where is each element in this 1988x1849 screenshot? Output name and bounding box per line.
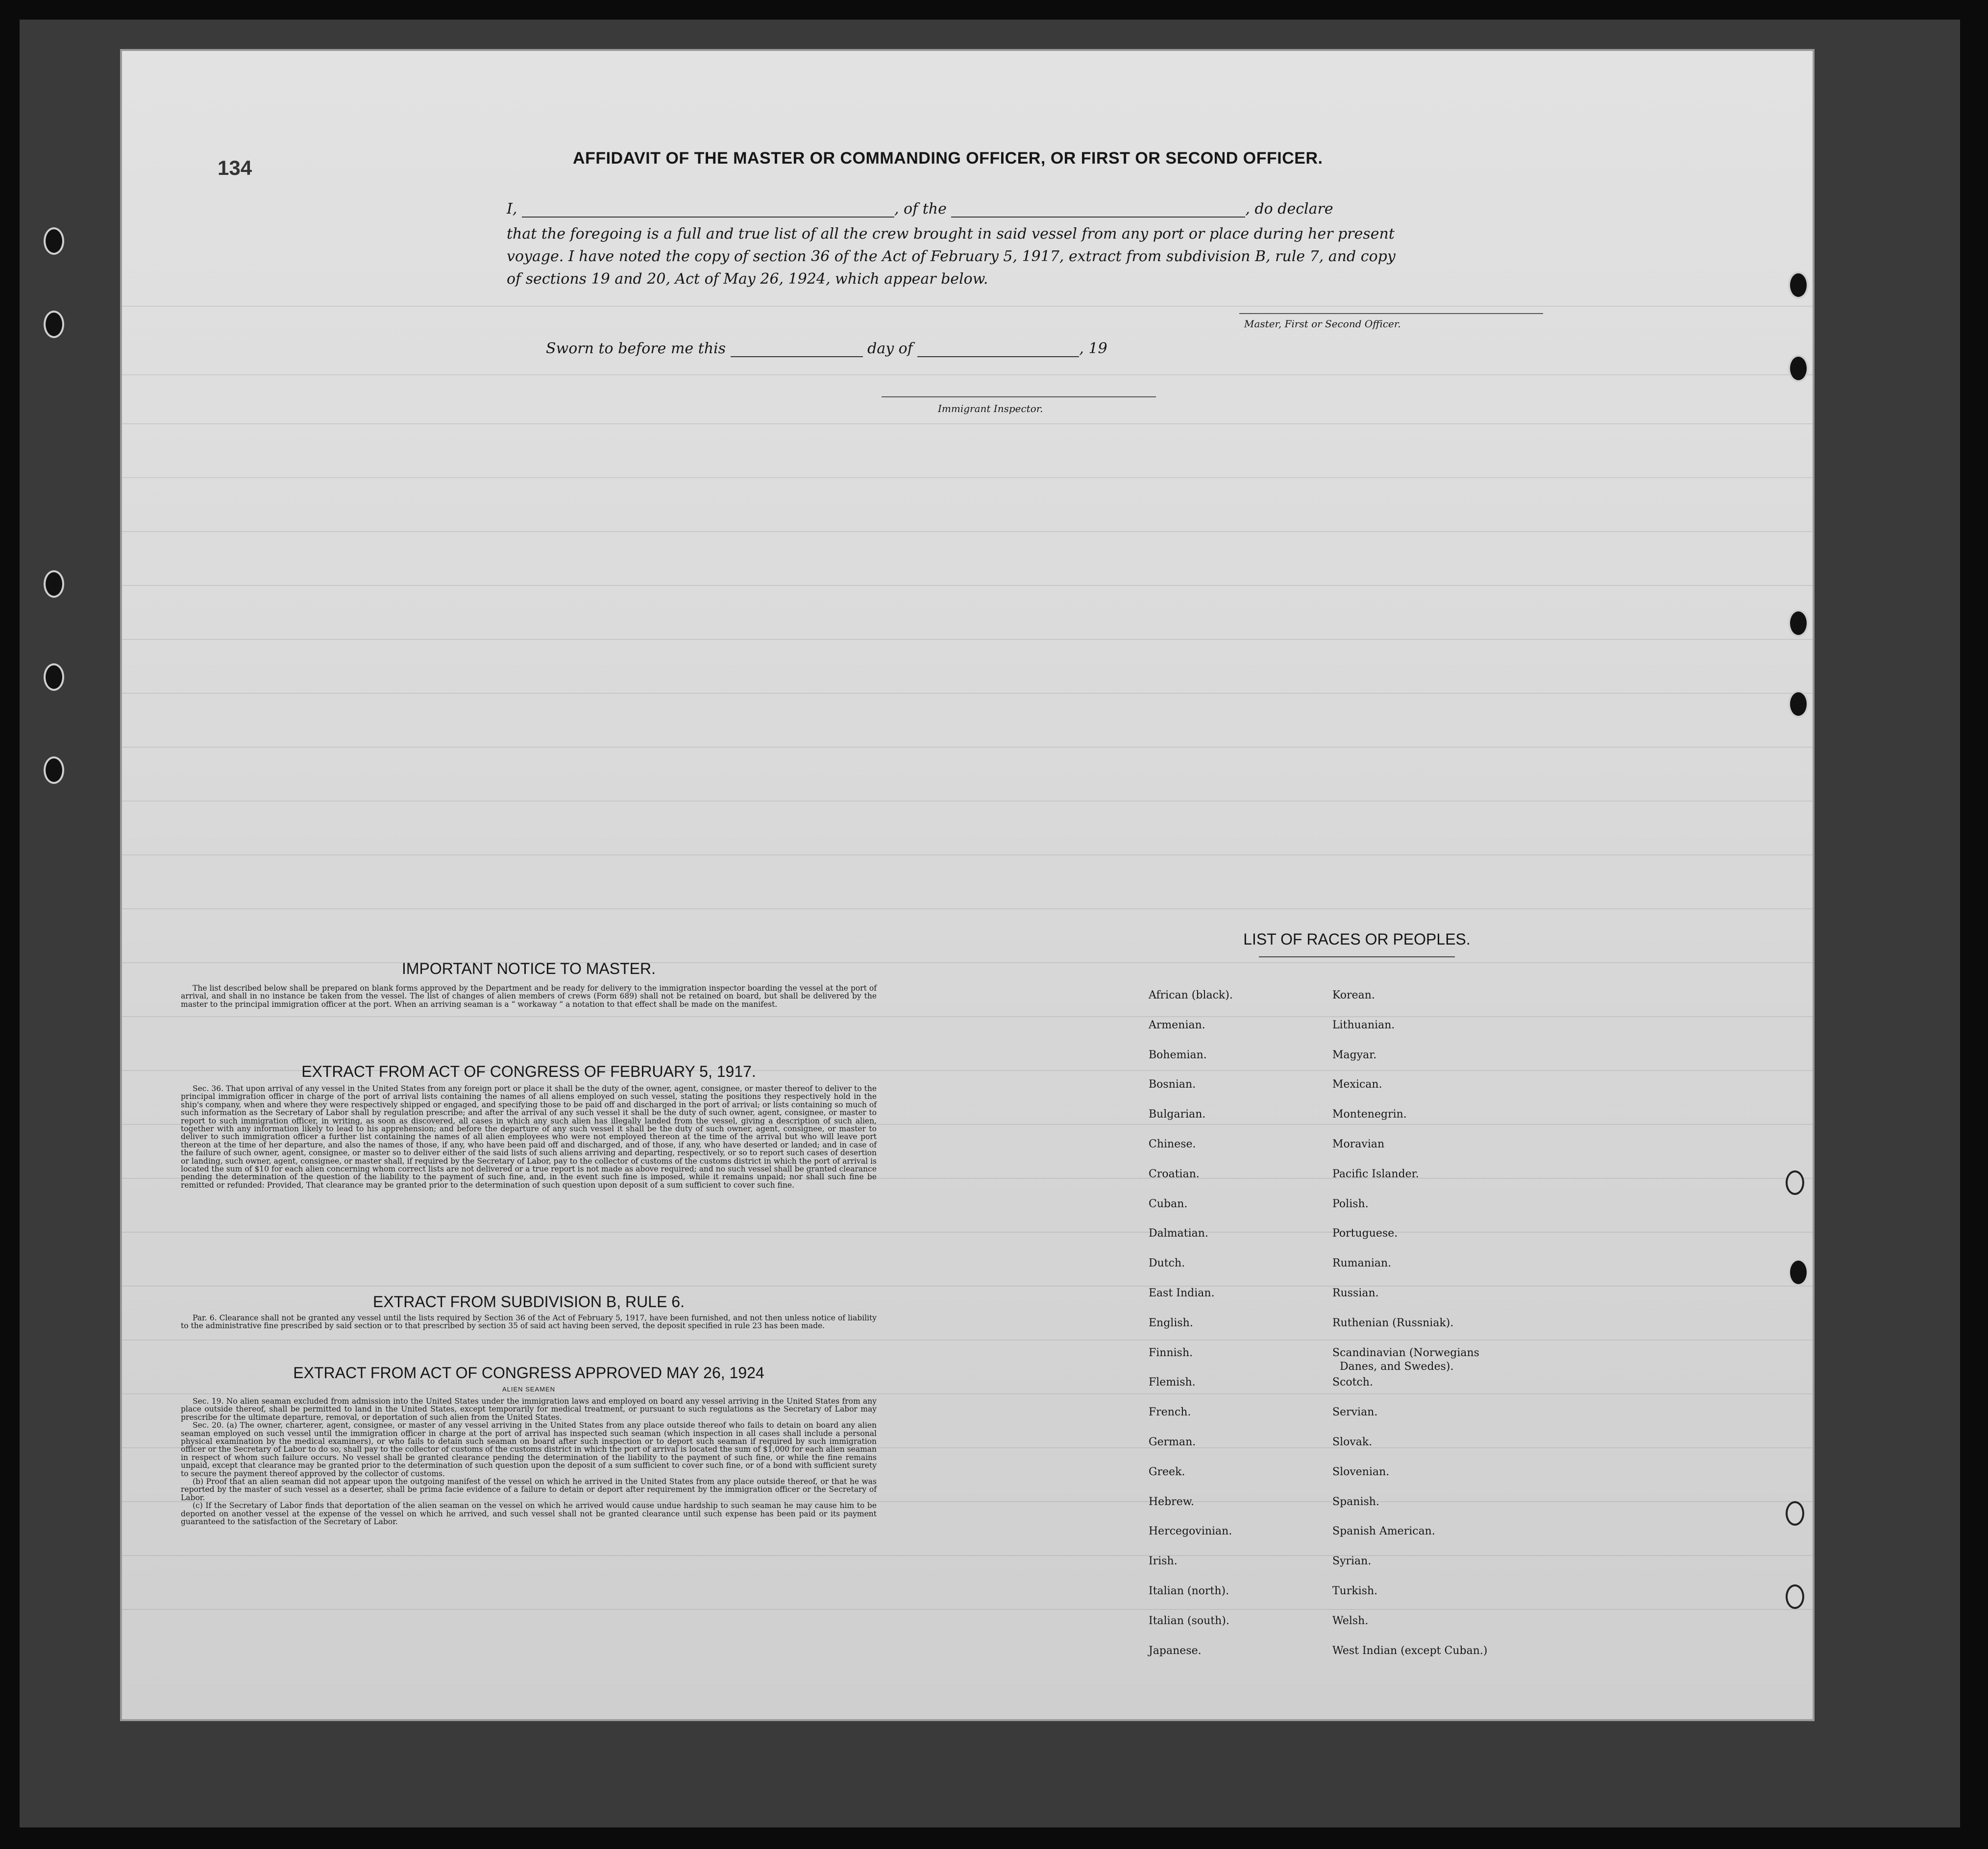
- race-item: Hebrew.: [1149, 1495, 1195, 1508]
- name-blank[interactable]: [522, 203, 894, 218]
- races-title-rule: [1259, 956, 1455, 957]
- race-item: Cuban.: [1149, 1197, 1188, 1210]
- race-item: Lithuanian.: [1332, 1019, 1395, 1031]
- rule6-title: EXTRACT FROM SUBDIVISION B, RULE 6.: [373, 1293, 685, 1311]
- punched-hole: [1786, 1501, 1804, 1526]
- binder-hole: [44, 227, 64, 255]
- extract-1917-text: Sec. 36. That upon arrival of any vessel in the United States from any foreign port or place it shall be the duty of the owner, agent, consignee, or master thereof to deliver to the principal immigration officer in charge of the port of arrival lists containing the names of all aliens employed on such vessel, stating the positions they respectively hold in the ship's company, when and where they were respectively shipped or engaged, and specifying those to be paid off and discharged in the port of arrival; or lists containing so much of such information as the Secretary of Labor shall by regulation prescribe; and after the arrival of any such vessel it shall be the duty of such owner, agent, consignee, or master to report to such immigration officer, in writing, as soon as discovered, all cases in which any such alien has illegally landed from the vessel, giving a description of such alien, together with any information likely to lead to his apprehension; and before the departure of any such vessel it shall be the duty of such owner, agent, consignee, or master to deliver to such immigration officer a further list containing the names of all alien employees who were not employed thereon at the time of the arrival but who will leave port thereon at the time of her departure, and also the names of those, if any, who have been paid off and discharged, and of those, if any, who have deserted or landed; and in case of the failure of such owner, agent, consignee, or master so to deliver either of the said lists of such aliens arriving and departing, respectively, or so to report such cases of desertion or landing, such owner, agent, consignee, or master shall, if required by the Secretary of Labor, pay to the collector of customs of the customs district in which the port of arrival is located the sum of $10 for each alien concerning whom correct lists are not delivered or a true report is not made as above required; and no such vessel shall be granted clearance pending the determination of the question of the liability to the payment of such fine, and, in the event such fine is imposed, while it remains unpaid; nor shall such fine be remitted or refunded: Provided, That clearance may be granted prior to the determination of such question upon deposit of a sum sufficient to cover such fine.: [181, 1084, 877, 1190]
- race-item: Bosnian.: [1149, 1078, 1196, 1091]
- race-item: Scotch.: [1332, 1376, 1373, 1389]
- race-item: Ruthenian (Russniak).: [1332, 1316, 1454, 1329]
- vessel-blank[interactable]: [951, 203, 1245, 218]
- rule6-block: [181, 1314, 877, 1330]
- race-item: Italian (north).: [1149, 1585, 1229, 1597]
- race-item: Welsh.: [1332, 1614, 1369, 1627]
- do-declare-label: , do declare: [1245, 200, 1333, 218]
- notice-title: IMPORTANT NOTICE TO MASTER.: [402, 960, 656, 977]
- race-item: East Indian.: [1149, 1287, 1215, 1299]
- punched-hole: [1786, 1170, 1804, 1195]
- binder-hole: [1788, 690, 1809, 718]
- sec20c-text: (c) If the Secretary of Labor finds that deportation of the alien seaman on the vessel on which he arrived would cause undue hardship to such seaman he may cause him to be deported on another vessel at the expense of the vessel on which he arrived, and such vessel shall not be granted clearance until such expense has been paid or its payment guaranteed to the satisfaction of the Secretary of Labor.: [181, 1501, 877, 1527]
- binder-hole: [44, 663, 64, 691]
- race-item: Slovenian.: [1332, 1465, 1390, 1478]
- race-item: Syrian.: [1332, 1555, 1372, 1568]
- race-item: Spanish American.: [1332, 1525, 1435, 1538]
- race-item: Greek.: [1149, 1465, 1185, 1478]
- binder-hole: [44, 311, 64, 338]
- binder-hole: [44, 570, 64, 598]
- inspector-label: Immigrant Inspector.: [938, 403, 1043, 414]
- alien-seamen-subtitle: ALIEN SEAMEN: [502, 1386, 556, 1393]
- month-blank[interactable]: [917, 342, 1079, 357]
- race-item: Chinese.: [1149, 1138, 1196, 1150]
- extract-1917-title: EXTRACT FROM ACT OF CONGRESS OF FEBRUARY 5, 1917.: [301, 1063, 756, 1080]
- affidavit-line-2: that the foregoing is a full and true list of all the crew brought in said vessel from any port or place during her present: [507, 225, 1395, 243]
- race-item: Scandinavian (Norwegians: [1332, 1346, 1479, 1359]
- extract-1917-block: [181, 1085, 877, 1189]
- race-item: German.: [1149, 1436, 1196, 1448]
- affidavit-line-3: voyage. I have noted the copy of section 36 of the Act of February 5, 1917, extract from subdivision B, rule 7, and copy: [507, 248, 1396, 265]
- race-item: Slovak.: [1332, 1436, 1373, 1448]
- race-item: Bohemian.: [1149, 1048, 1207, 1061]
- race-item: Spanish.: [1332, 1495, 1379, 1508]
- stamp-number: 134: [218, 156, 252, 179]
- binder-hole: [44, 756, 64, 784]
- race-item: Servian.: [1332, 1406, 1378, 1419]
- affidavit-line-4: of sections 19 and 20, Act of May 26, 1924, which appear below.: [507, 270, 988, 288]
- race-item: Croatian.: [1149, 1168, 1200, 1180]
- race-item: Irish.: [1149, 1555, 1178, 1568]
- race-item: Dutch.: [1149, 1257, 1185, 1270]
- race-item: Polish.: [1332, 1197, 1369, 1210]
- race-item: Portuguese.: [1332, 1227, 1398, 1240]
- race-item: Dalmatian.: [1149, 1227, 1208, 1240]
- race-item: Bulgarian.: [1149, 1108, 1206, 1121]
- race-item: Italian (south).: [1149, 1614, 1229, 1627]
- sworn-label: Sworn to before me this: [546, 340, 726, 357]
- race-item: Rumanian.: [1332, 1257, 1392, 1270]
- year-label: , 19: [1079, 340, 1107, 357]
- binder-hole: [1788, 271, 1809, 299]
- race-item: Flemish.: [1149, 1376, 1196, 1389]
- race-item: Hercegovinian.: [1149, 1525, 1232, 1538]
- sec20b-text: (b) Proof that an alien seaman did not appear upon the outgoing manifest of the vessel on which he arrived in the United States from any place outside thereof, or that he was reported by the master of such vessel as a deserter, shall be prima facie evidence of a failure to detain or deport after requirement by the immigration officer or the Secretary of Labor.: [181, 1477, 877, 1502]
- race-item: Mexican.: [1332, 1078, 1382, 1091]
- binder-hole: [1788, 1259, 1809, 1286]
- affidavit-title: AFFIDAVIT OF THE MASTER OR COMMANDING OFFICER, OR FIRST OR SECOND OFFICER.: [573, 149, 1323, 168]
- extract-1924-title: EXTRACT FROM ACT OF CONGRESS APPROVED MAY 26, 1924: [293, 1364, 764, 1382]
- master-signature-line: [1239, 313, 1543, 314]
- race-item: Russian.: [1332, 1287, 1379, 1299]
- binder-hole: [1788, 355, 1809, 382]
- binder-hole: [1788, 609, 1809, 637]
- race-item: African (black).: [1149, 989, 1233, 1001]
- sec19-text: Sec. 19. No alien seaman excluded from admission into the United States under the immigration laws and employed on board any vessel arriving in the United States from any place outside thereof, shall be permitted to land in the United States, except temporarily for medical treatment, or pursuant to such regulations as the Secretary of Labor may prescribe for the ultimate departure, removal, or deportation of such alien from the United States.: [181, 1397, 877, 1422]
- race-item: English.: [1149, 1316, 1193, 1329]
- race-item: Japanese.: [1149, 1644, 1202, 1657]
- rule6-text: Par. 6. Clearance shall not be granted any vessel until the lists required by Section 36 of the Act of February 5, 1917, have been furnished, and not then unless notice of liability to the administrative fine prescribed by said section or to that prescribed by section 35 of said act having been served, the deposit specified in rule 23 has been made.: [181, 1314, 877, 1331]
- manifest-page: [120, 49, 1815, 1721]
- extract-1924-block: [181, 1397, 877, 1526]
- race-item: Danes, and Swedes).: [1340, 1360, 1454, 1373]
- races-title: LIST OF RACES OR PEOPLES.: [1243, 930, 1471, 948]
- race-item: Pacific Islander.: [1332, 1168, 1419, 1180]
- day-of-label: day of: [867, 340, 913, 357]
- race-item: Montenegrin.: [1332, 1108, 1407, 1121]
- race-item: French.: [1149, 1406, 1191, 1419]
- race-item: Armenian.: [1149, 1019, 1205, 1031]
- of-the-label: , of the: [894, 200, 947, 218]
- race-item: West Indian (except Cuban.): [1332, 1644, 1488, 1657]
- race-item: Finnish.: [1149, 1346, 1193, 1359]
- master-signature-label: Master, First or Second Officer.: [1244, 318, 1401, 330]
- race-item: Turkish.: [1332, 1585, 1378, 1597]
- race-item: Moravian: [1332, 1138, 1385, 1150]
- affidavit-line-1: [507, 200, 1333, 218]
- inspector-signature-line: [882, 396, 1156, 397]
- race-item: Magyar.: [1332, 1048, 1377, 1061]
- notice-text: The list described below shall be prepared on blank forms approved by the Department and be ready for delivery to the immigration inspector boarding the vessel at the port of arrival, and shall in no instance be taken from the vessel. The list of changes of alien members of crews (Form 689) shall not be retained on board, but shall be delivered by the master to the principal immigration officer at the port. When an arriving seaman is a “ workaway ” a notation to that effect shall be made on the manifest.: [181, 984, 877, 1009]
- day-blank[interactable]: [731, 342, 863, 357]
- i-label: I,: [507, 200, 517, 218]
- sec20a-text: Sec. 20. (a) The owner, charterer, agent, consignee, or master of any vessel arriving in the United States from any place outside thereof who fails to detain on board any alien seaman employed on such vessel until the immigration officer in charge at the port of arrival has inspected such seaman (which inspection in all cases shall include a personal physical examination by the medical examiners), or who fails to detain such seaman on board after such inspection or to deport such seaman if required by such immigration officer or the Secretary of Labor to do so, shall pay to the collector of customs of the customs district in which the port of arrival is located the sum of $1,000 for each alien seaman in respect of whom such failure occurs. No vessel shall be granted clearance pending the determination of the liability to the payment of such fine, or while the fine remains unpaid, except that clearance may be granted prior to the determination of such question upon the deposit of a sum sufficient to cover such fine, or of a bond with sufficient surety to secure the payment thereof approved by the collector of customs.: [181, 1421, 877, 1478]
- sworn-line: [546, 340, 1107, 357]
- punched-hole: [1786, 1584, 1804, 1609]
- notice-text-block: [181, 984, 877, 1008]
- race-item: Korean.: [1332, 989, 1375, 1001]
